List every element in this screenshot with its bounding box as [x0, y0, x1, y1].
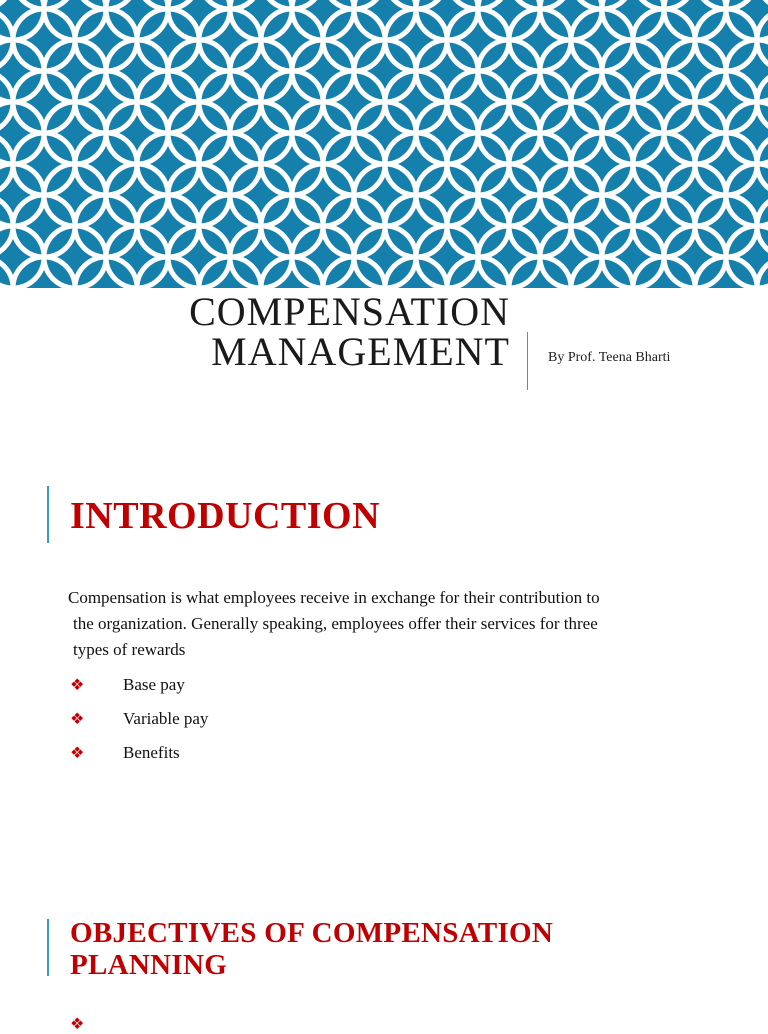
- diamond-bullet-icon: ❖: [70, 745, 85, 762]
- diamond-bullet-icon: ❖: [70, 711, 85, 728]
- objectives-heading: OBJECTIVES OF COMPENSATION PLANNING: [70, 917, 554, 981]
- intro-accent-bar: [47, 486, 49, 543]
- list-item-label: Variable pay: [123, 709, 209, 728]
- pattern-banner: [0, 0, 768, 288]
- list-item: [70, 668, 208, 702]
- list-item-label: Benefits: [123, 743, 180, 762]
- title-divider: [527, 332, 528, 390]
- list-item: [70, 702, 208, 736]
- intro-paragraph-line-2: the organization. Generally speaking, employees offer their services for three: [73, 614, 598, 633]
- list-item: [70, 736, 208, 770]
- objectives-accent-bar: [47, 919, 49, 976]
- intro-heading: INTRODUCTION: [70, 495, 381, 537]
- intro-paragraph: [68, 585, 678, 663]
- diamond-bullet-icon: ❖: [70, 1016, 85, 1033]
- rewards-list: [70, 668, 208, 770]
- list-item-label: Base pay: [123, 675, 185, 694]
- intro-paragraph-line-1: Compensation is what employees receive in exchange for their contribution to: [68, 588, 600, 607]
- author-credit: By Prof. Teena Bharti: [548, 350, 671, 365]
- title-line-2: MANAGEMENT: [211, 329, 510, 374]
- title-line-1: COMPENSATION: [189, 289, 510, 334]
- intro-paragraph-line-3: types of rewards: [73, 640, 186, 659]
- diamond-bullet-icon: ❖: [70, 677, 85, 694]
- slide-title: [0, 289, 510, 374]
